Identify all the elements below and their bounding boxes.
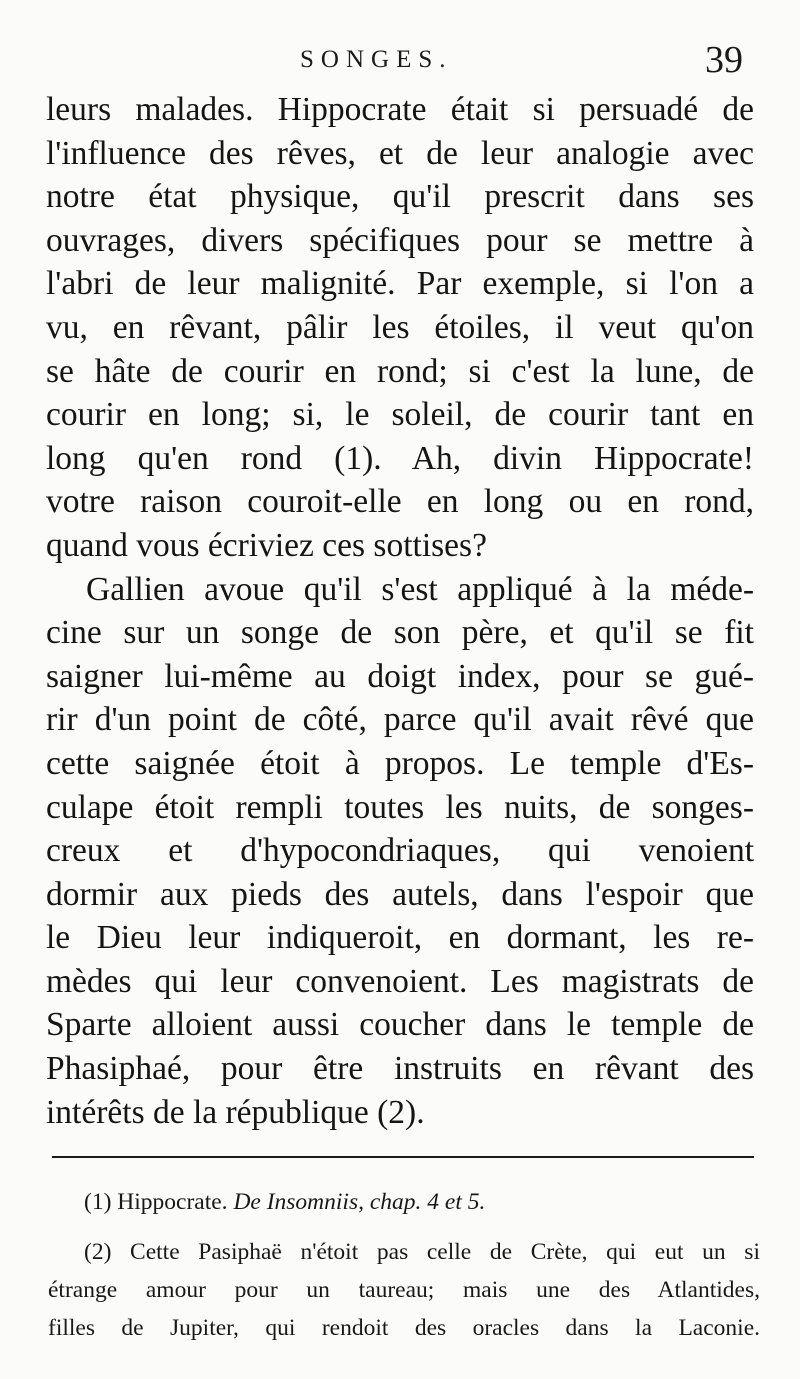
text-line: courir en long; si, le soleil, de courir tant en bbox=[46, 396, 754, 434]
paragraph-start-line: Gallien avoue qu'il s'est appliqué à la méde- bbox=[86, 570, 754, 608]
footnote-1 bbox=[48, 1183, 760, 1221]
text-line: creux et d'hypocondriaques, qui venoient bbox=[46, 832, 754, 870]
footnotes bbox=[48, 1183, 760, 1347]
page-number: 39 bbox=[705, 39, 743, 81]
running-head: SONGES. bbox=[300, 46, 453, 73]
text-line: rir d'un point de côté, parce qu'il avait rêvé que bbox=[46, 701, 754, 739]
text-line: vu, en rêvant, pâlir les étoiles, il veut qu'on bbox=[46, 308, 754, 346]
text-line: long qu'en rond (1). Ah, divin Hippocrate! bbox=[46, 439, 754, 477]
footnote-2-line: filles de Jupiter, qui rendoit des oracles dans la Laconie. bbox=[48, 1315, 760, 1341]
text-line: ouvrages, divers spécifiques pour se mettre à bbox=[46, 221, 754, 259]
text-line: leurs malades. Hippocrate était si persuadé de bbox=[46, 91, 754, 128]
text-line: culape étoit rempli toutes les nuits, de songes- bbox=[46, 788, 754, 826]
text-line: l'abri de leur malignité. Par exemple, si l'on a bbox=[46, 265, 754, 303]
text-line: se hâte de courir en rond; si c'est la lune, de bbox=[46, 352, 754, 390]
footnote-1-author: Hippocrate. bbox=[117, 1189, 228, 1215]
text-line: Sparte alloient aussi coucher dans le temple de bbox=[46, 1006, 754, 1044]
text-line: saigner lui-même au doigt index, pour se gué- bbox=[46, 657, 754, 695]
text-line: cette saignée étoit à propos. Le temple d'Es- bbox=[46, 744, 754, 782]
text-line: votre raison couroit-elle en long ou en rond, bbox=[46, 483, 754, 521]
footnote-2-line: étrange amour pour un taureau; mais une des Atlantides, bbox=[48, 1277, 760, 1303]
text-line: cine sur un songe de son père, et qu'il se fit bbox=[46, 614, 754, 652]
text-line: Phasiphaé, pour être instruits en rêvant des bbox=[46, 1050, 754, 1088]
text-line: notre état physique, qu'il prescrit dans ses bbox=[46, 178, 754, 216]
page-header bbox=[0, 38, 800, 86]
footnote-1-marker: (1) bbox=[84, 1189, 112, 1215]
text-line: l'influence des rêves, et de leur analogie avec bbox=[46, 134, 754, 172]
text-line: dormir aux pieds des autels, dans l'espoir que bbox=[46, 875, 754, 913]
text-line: le Dieu leur indiqueroit, en dormant, les re- bbox=[46, 919, 754, 957]
text-line: quand vous écriviez ces sottises? bbox=[46, 526, 487, 564]
footnote-rule bbox=[52, 1156, 754, 1158]
footnote-1-work: De Insomniis, chap. 4 et 5. bbox=[233, 1189, 486, 1215]
body-text bbox=[46, 88, 754, 1134]
footnote-2-line: (2) Cette Pasiphaë n'étoit pas celle de Crète, qui eut un si bbox=[84, 1239, 760, 1265]
text-line: mèdes qui leur convenoient. Les magistrats de bbox=[46, 962, 754, 1000]
text-line: intérêts de la république (2). bbox=[46, 1093, 425, 1131]
